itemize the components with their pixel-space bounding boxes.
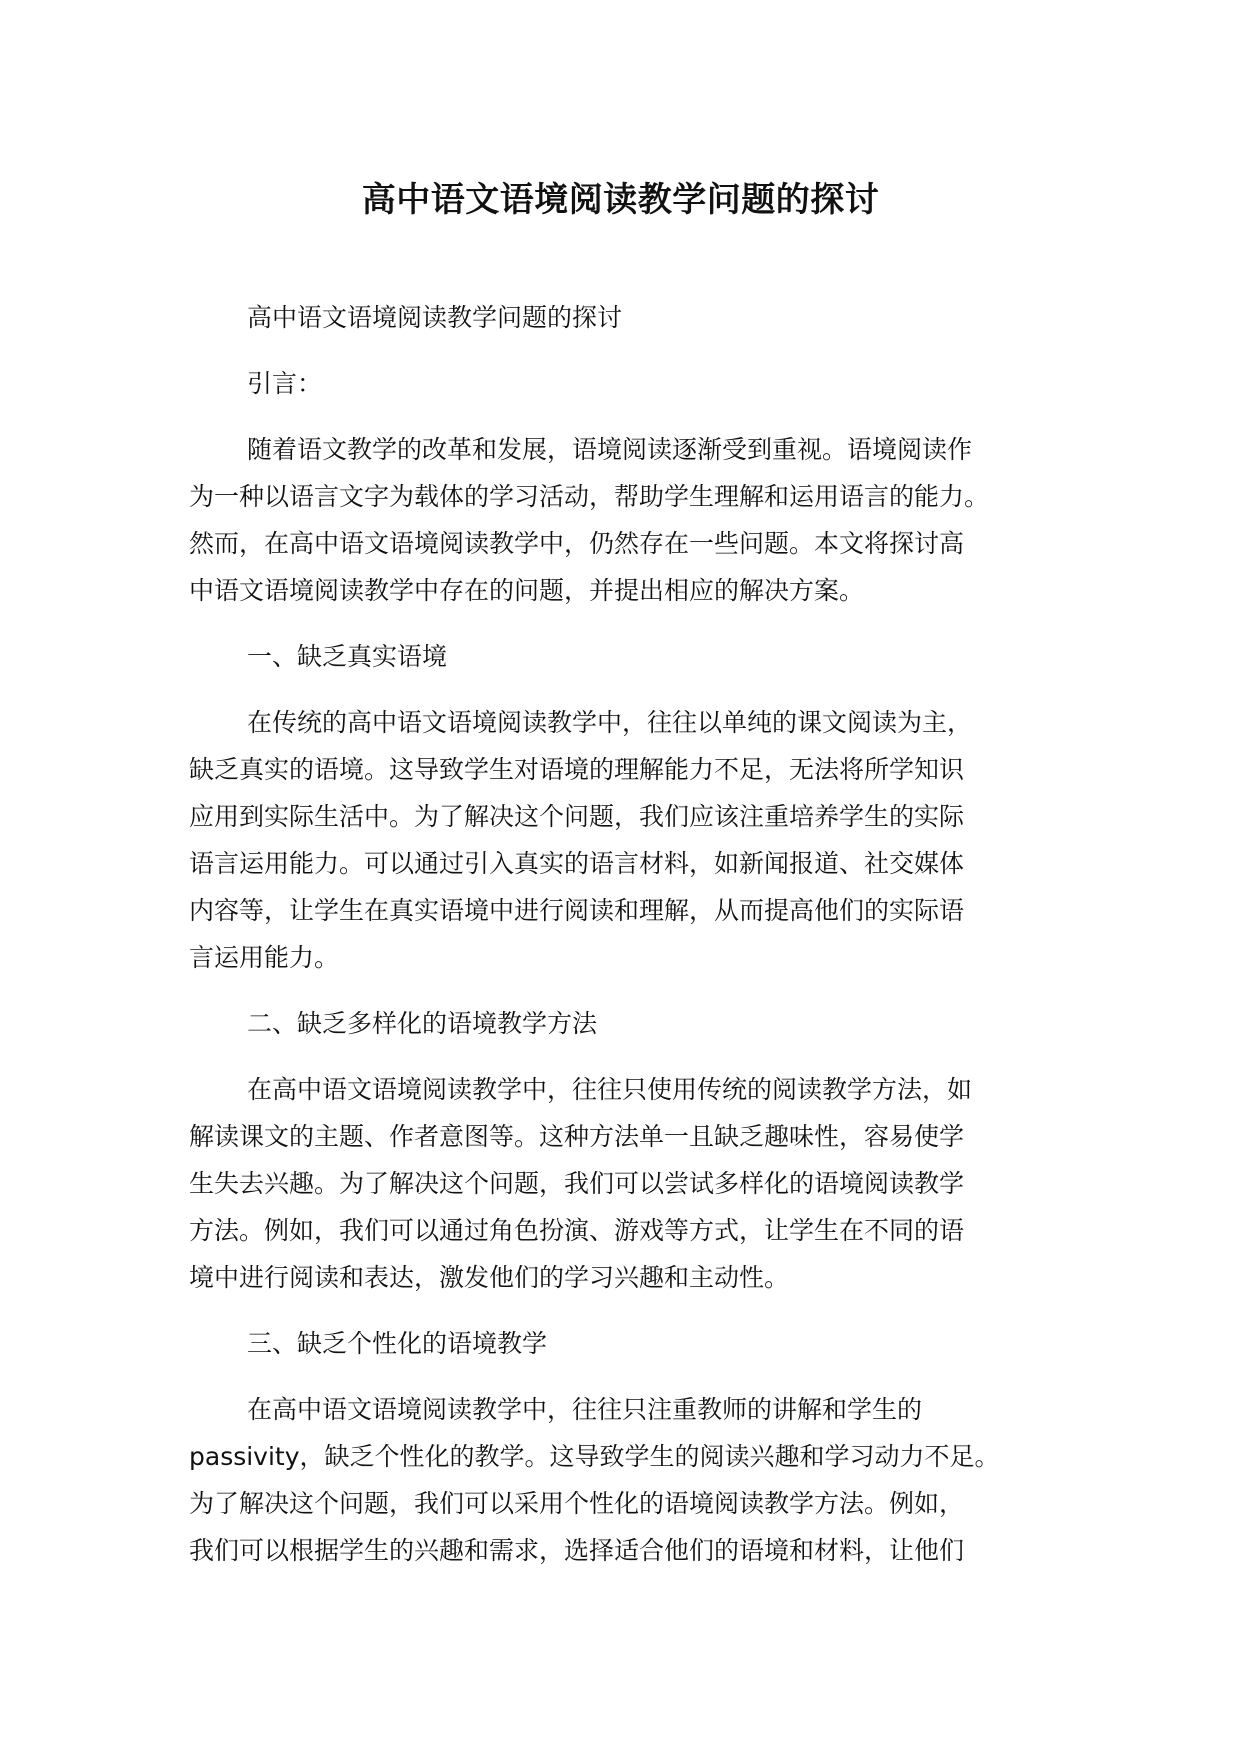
paragraph-line: passivity，缺乏个性化的教学。这导致学生的阅读兴趣和学习动力不足。 [189, 1442, 1000, 1471]
paragraph-line: 生失去兴趣。为了解决这个问题，我们可以尝试多样化的语境阅读教学 [189, 1169, 965, 1198]
paragraph-line: 言运用能力。 [189, 943, 340, 972]
paragraph-line: 中语文语境阅读教学中存在的问题，并提出相应的解决方案。 [189, 576, 865, 605]
paragraph-line: 在高中语文语境阅读教学中，往往只注重教师的讲解和学生的 [247, 1395, 923, 1424]
body-paragraph [189, 1386, 1069, 1574]
document-body [189, 294, 1069, 1574]
paragraph-line: 为一种以语言文字为载体的学习活动，帮助学生理解和运用语言的能力。 [189, 482, 990, 511]
paragraph-line: 解读课文的主题、作者意图等。这种方法单一且缺乏趣味性，容易使学 [189, 1122, 965, 1151]
paragraph-line: 一、缺乏真实语境 [247, 642, 448, 671]
paragraph-line: 内容等，让学生在真实语境中进行阅读和理解，从而提高他们的实际语 [189, 896, 965, 925]
paragraph-line: 二、缺乏多样化的语境教学方法 [247, 1009, 598, 1038]
section-heading-2 [189, 1000, 1069, 1047]
paragraph-line: 高中语文语境阅读教学问题的探讨 [247, 303, 623, 332]
body-paragraph [189, 426, 1069, 614]
body-paragraph [189, 699, 1069, 981]
paragraph-line: 我们可以根据学生的兴趣和需求，选择适合他们的语境和材料，让他们 [189, 1536, 965, 1565]
section-heading-1 [189, 633, 1069, 680]
document-title: 高中语文语境阅读教学问题的探讨 [361, 180, 880, 220]
section-heading-3 [189, 1320, 1069, 1367]
paragraph-line: 在传统的高中语文语境阅读教学中，往往以单纯的课文阅读为主， [247, 708, 973, 737]
paragraph-line: 引言： [247, 369, 323, 398]
paragraph-line: 然而，在高中语文语境阅读教学中，仍然存在一些问题。本文将探讨高 [189, 529, 965, 558]
paragraph-line: 应用到实际生活中。为了解决这个问题，我们应该注重培养学生的实际 [189, 802, 965, 831]
paragraph-line: 方法。例如，我们可以通过角色扮演、游戏等方式，让学生在不同的语 [189, 1216, 965, 1245]
body-paragraph [189, 1066, 1069, 1301]
paragraph-line: 缺乏真实的语境。这导致学生对语境的理解能力不足，无法将所学知识 [189, 755, 965, 784]
paragraph-line: 随着语文教学的改革和发展，语境阅读逐渐受到重视。语境阅读作 [247, 435, 973, 464]
paragraph-line: 语言运用能力。可以通过引入真实的语言材料，如新闻报道、社交媒体 [189, 849, 965, 878]
paragraph-line: 三、缺乏个性化的语境教学 [247, 1329, 548, 1358]
subtitle-paragraph [189, 294, 1069, 341]
paragraph-line: 在高中语文语境阅读教学中，往往只使用传统的阅读教学方法，如 [247, 1075, 973, 1104]
paragraph-line: 为了解决这个问题，我们可以采用个性化的语境阅读教学方法。例如， [189, 1489, 965, 1518]
section-heading-introduction [189, 360, 1069, 407]
paragraph-line: 境中进行阅读和表达，激发他们的学习兴趣和主动性。 [189, 1263, 790, 1292]
